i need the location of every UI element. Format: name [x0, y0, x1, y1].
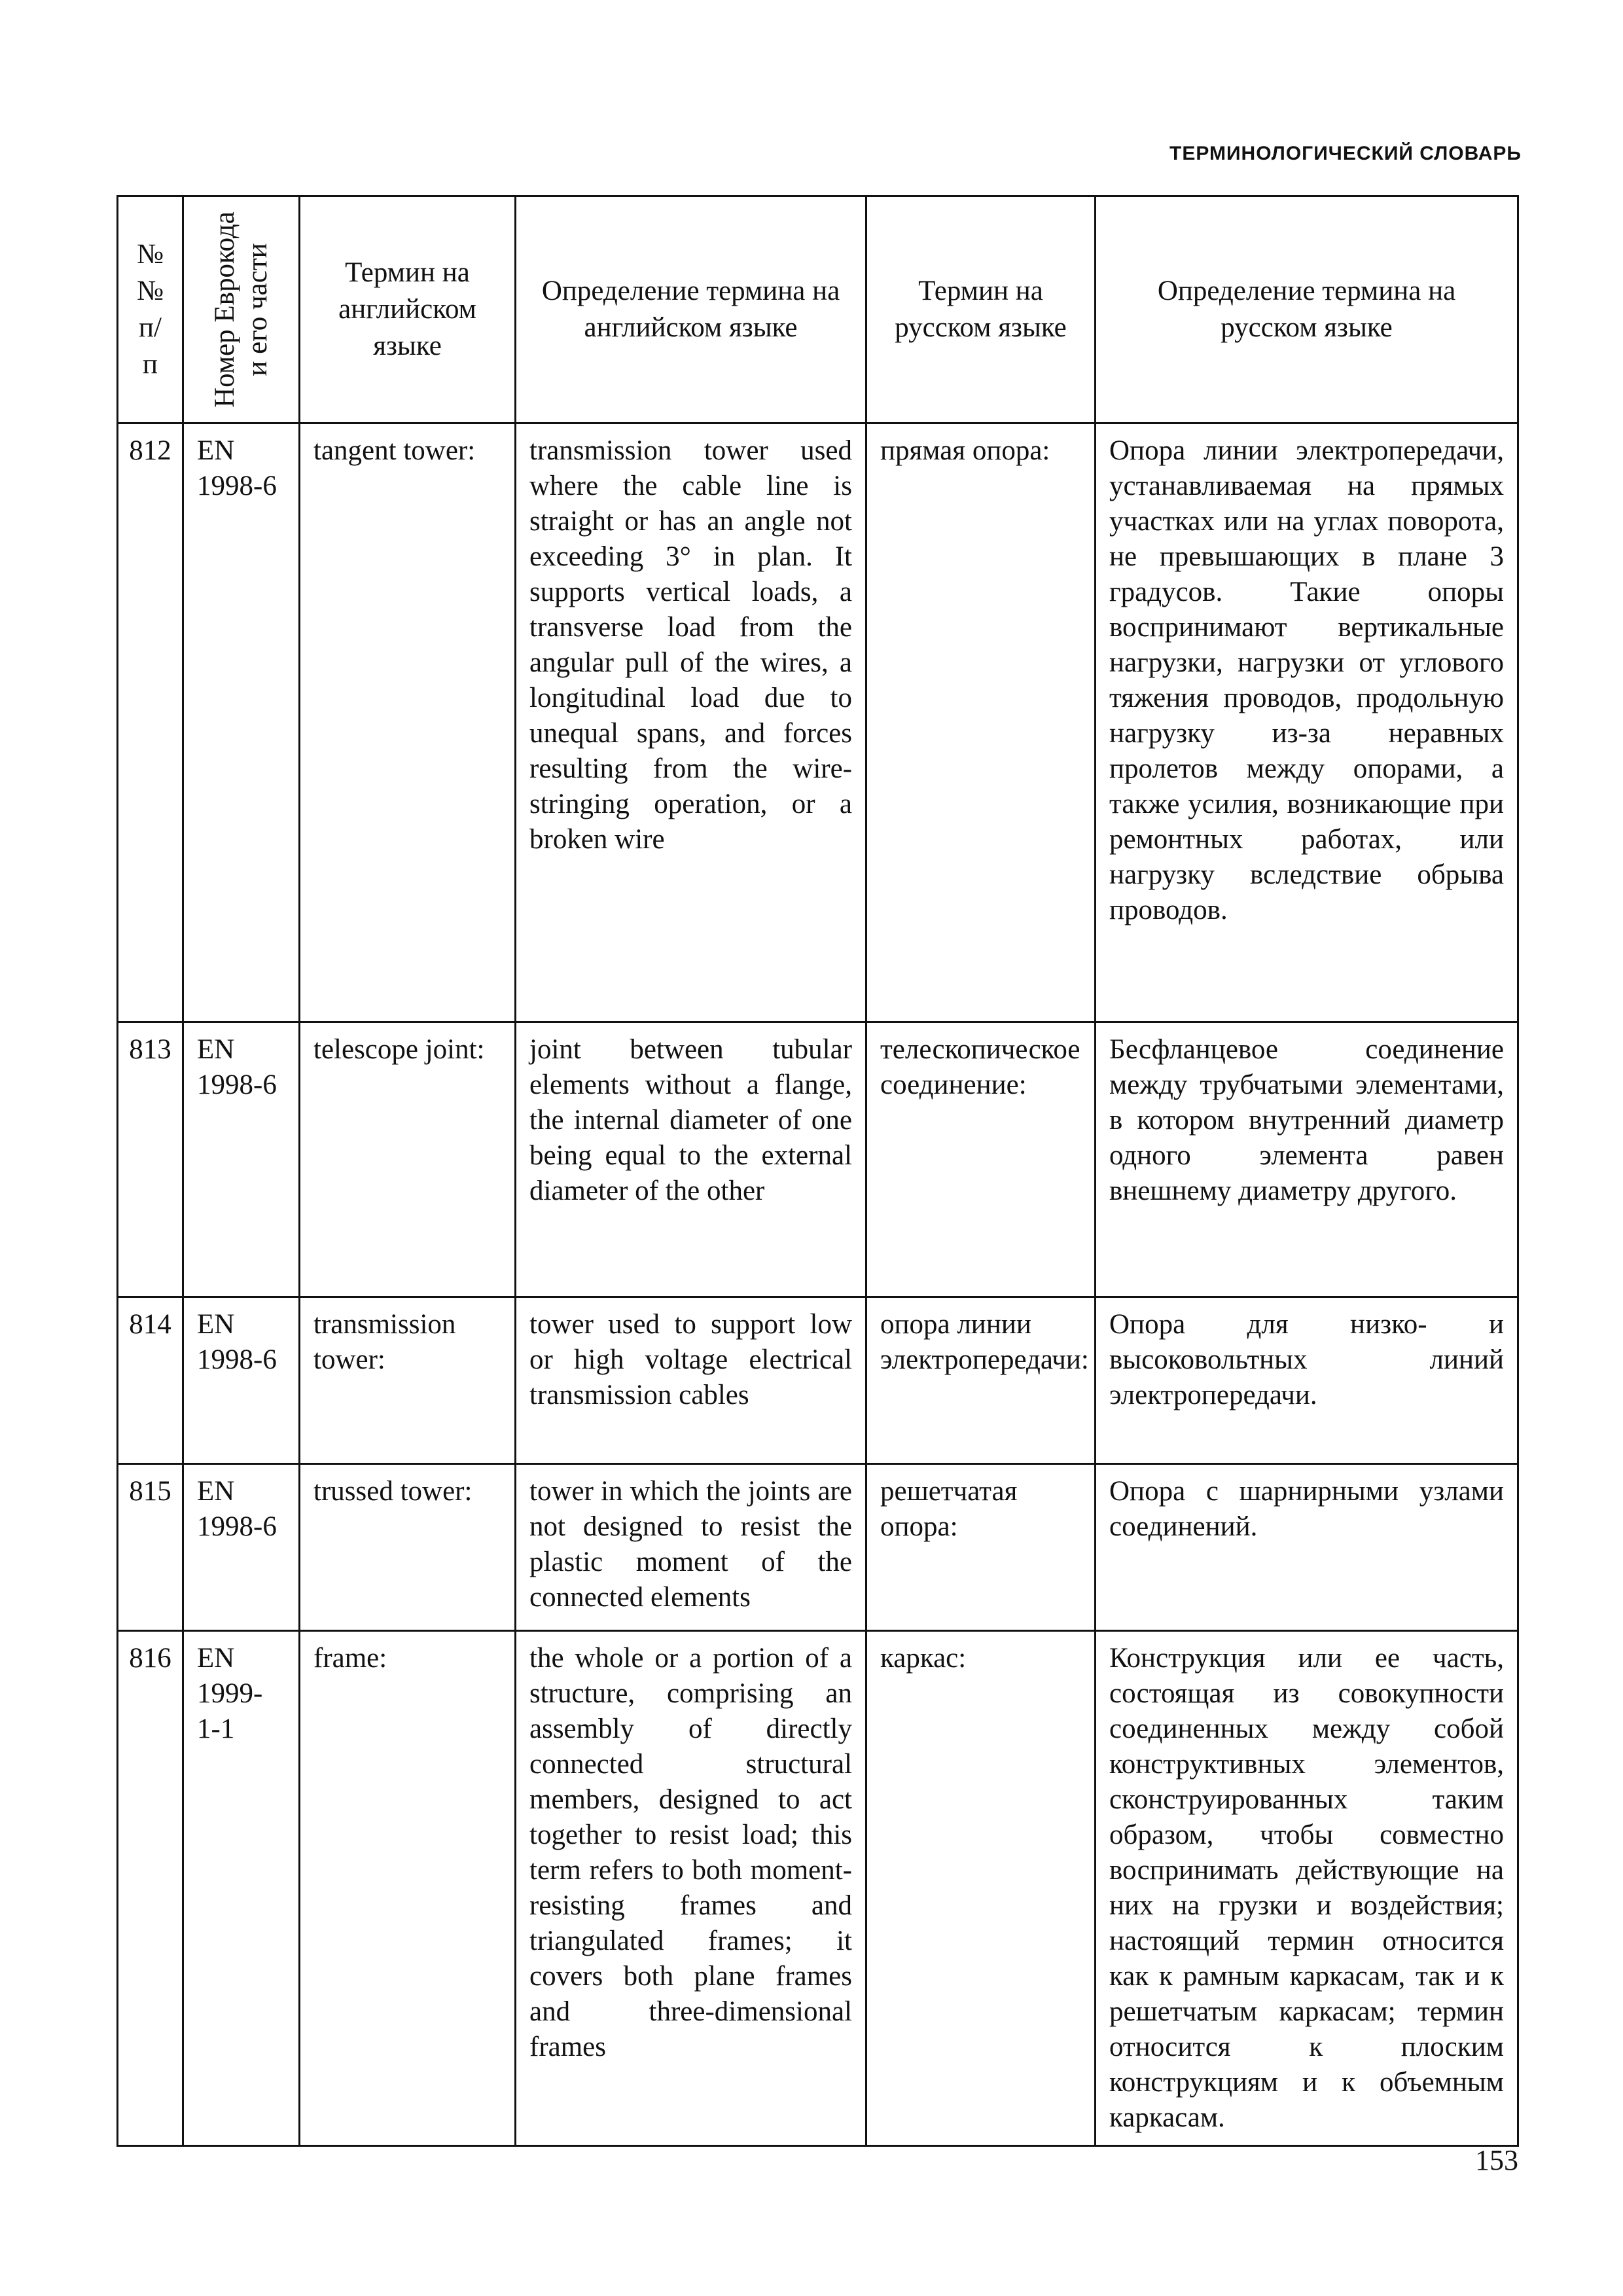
column-header-eurocode — [183, 196, 300, 423]
row-number: 813 — [118, 1022, 183, 1297]
row-term-en: telescope joint: — [300, 1022, 516, 1297]
row-number: 812 — [118, 423, 183, 1022]
page-number: 153 — [1475, 2144, 1518, 2176]
row-eurocode: EN 1998-6 — [183, 1022, 300, 1297]
row-term-ru: телескопическое соединение: — [866, 1022, 1096, 1297]
row-def-en: tower in which the joints are not designed to resist the plastic moment of the connected elements — [516, 1464, 866, 1631]
column-header-def-en: Определение термина на английском языке — [516, 196, 866, 423]
row-term-en: trussed tower: — [300, 1464, 516, 1631]
row-def-en: transmission tower used where the cable line is straight or has an angle not exceeding 3° in plan. It supports vertical loads, a transverse load from the angular pull of the wires, a longitudinal load due to unequal spans, and forces resulting from the wire-stringing operation, or a broken wire — [516, 423, 866, 1022]
row-eurocode: EN 1998-6 — [183, 1297, 300, 1464]
row-eurocode: EN 1998-6 — [183, 423, 300, 1022]
row-eurocode: EN 1998-6 — [183, 1464, 300, 1631]
table-row — [118, 1631, 1518, 2146]
table-row — [118, 1464, 1518, 1631]
row-term-ru: каркас: — [866, 1631, 1096, 2146]
row-term-ru: решетчатая опора: — [866, 1464, 1096, 1631]
column-header-term-en: Термин на английском языке — [300, 196, 516, 423]
glossary-table — [116, 195, 1519, 2147]
row-number: 816 — [118, 1631, 183, 2146]
table-row — [118, 1022, 1518, 1297]
header-row — [118, 196, 1518, 423]
column-header-eurocode-text: Номер Еврокода и его части — [209, 211, 273, 408]
row-eurocode: EN 1999-1-1 — [183, 1631, 300, 2146]
running-title: ТЕРМИНОЛОГИЧЕСКИЙ СЛОВАРЬ — [1169, 143, 1522, 164]
row-def-en: the whole or a portion of a structure, comprising an assembly of directly connected structural members, designed to act together to resist load; this term refers to both moment-resisting frames and triangulated frames; it covers both plane frames and three-dimensional frames — [516, 1631, 866, 2146]
row-def-ru: Бесфланцевое соединение между трубчатыми элементами, в котором внутренний диаметр одного элемента равен внешнему диаметру другого. — [1096, 1022, 1518, 1297]
row-def-ru: Опора линии электропередачи, устанавливаемая на прямых участках или на углах поворота, не превышающих в плане 3 градусов. Такие опоры воспринимают вертикальные нагрузки, нагрузки от углового тяжения проводов, продольную нагрузку из-за неравных пролетов между опорами, а также усилия, возникающие при ремонтных работах, или нагрузку вследствие обрыва проводов. — [1096, 423, 1518, 1022]
row-def-ru: Конструкция или ее часть, состоящая из совокупности соединенных между собой конструктивных элементов, сконструированных таким образом, чтобы совместно воспринимать действующие на них на грузки и воздействия; настоящий термин относится как к рамным каркасам, так и к решетчатым каркасам; термин относится к плоским конструкциям и к объемным каркасам. — [1096, 1631, 1518, 2146]
row-number: 815 — [118, 1464, 183, 1631]
column-header-def-ru: Определение термина на русском языке — [1096, 196, 1518, 423]
row-def-ru: Опора с шарнирными узлами соединений. — [1096, 1464, 1518, 1631]
table-row — [118, 423, 1518, 1022]
column-header-num: №№ п/п — [118, 196, 183, 423]
row-def-en: tower used to support low or high voltage electrical transmission cables — [516, 1297, 866, 1464]
row-term-ru: опора линии электропередачи: — [866, 1297, 1096, 1464]
column-header-term-ru: Термин на русском языке — [866, 196, 1096, 423]
row-number: 814 — [118, 1297, 183, 1464]
table-row — [118, 1297, 1518, 1464]
row-def-ru: Опора для низко- и высоковольтных линий электропередачи. — [1096, 1297, 1518, 1464]
row-term-en: transmission tower: — [300, 1297, 516, 1464]
row-term-ru: прямая опора: — [866, 423, 1096, 1022]
row-term-en: frame: — [300, 1631, 516, 2146]
row-def-en: joint between tubular elements without a flange, the internal diameter of one being equal to the external diameter of the other — [516, 1022, 866, 1297]
row-term-en: tangent tower: — [300, 423, 516, 1022]
